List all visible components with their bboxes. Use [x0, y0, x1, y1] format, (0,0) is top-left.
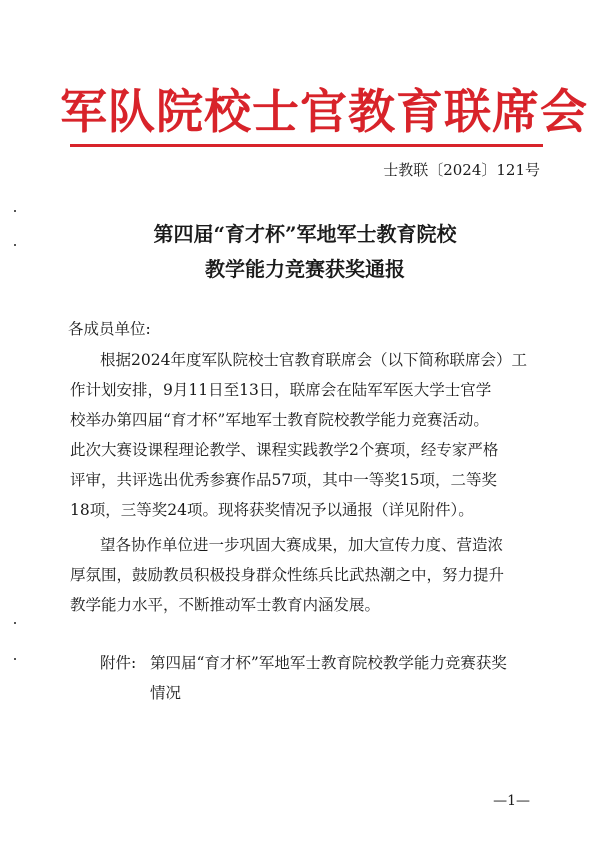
attachment-title-line-2: 情况	[150, 684, 182, 702]
body-line: 此次大赛设课程理论教学、课程实践教学2个赛项，经专家严格	[70, 441, 499, 459]
binding-mark	[14, 210, 16, 212]
body-line: 望各协作单位进一步巩固大赛成果，加大宣传力度、营造浓	[100, 536, 504, 554]
red-divider	[70, 144, 543, 147]
binding-mark	[14, 244, 16, 246]
binding-mark	[14, 622, 16, 624]
attachment-label: 附件:	[100, 654, 137, 672]
body-line: 18项，三等奖24项。现将获奖情况予以通报（详见附件）。	[70, 501, 474, 519]
attachment-title-line-1: 第四届“育才杯”军地军士教育院校教学能力竞赛获奖	[150, 654, 507, 672]
body-line: 教学能力水平，不断推动军士教育内涵发展。	[70, 596, 381, 614]
body-line: 评审，共评选出优秀参赛作品57项，其中一等奖15项，二等奖	[70, 471, 497, 489]
doc-title-line-2: 教学能力竞赛获奖通报	[205, 257, 405, 281]
body-line: 根据2024年度军队院校士官教育联席会（以下简称联席会）工	[100, 351, 527, 369]
salutation: 各成员单位:	[68, 320, 151, 338]
binding-mark	[14, 658, 16, 660]
body-line: 厚氛围，鼓励教员积极投身群众性练兵比武热潮之中，努力提升	[70, 566, 505, 584]
page-number: —1—	[493, 793, 530, 809]
body-line: 作计划安排，9月11日至13日，联席会在陆军军医大学士官学	[70, 381, 492, 399]
document-number: 士教联〔2024〕121号	[383, 161, 540, 179]
org-masthead: 军队院校士官教育联席会	[60, 85, 588, 140]
doc-title-line-1: 第四届“育才杯”军地军士教育院校	[153, 222, 457, 246]
body-line: 校举办第四届“育才杯”军地军士教育院校教学能力竞赛活动。	[70, 411, 489, 429]
